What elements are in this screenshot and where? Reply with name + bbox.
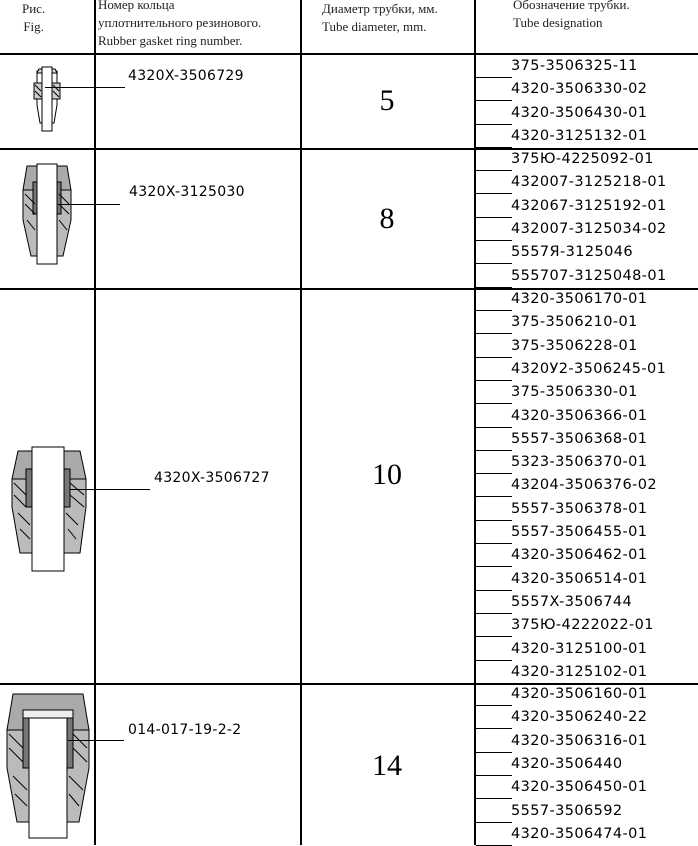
fitting-drawing-2 — [15, 160, 79, 266]
tube-designation: 432067-3125192-01 — [511, 197, 667, 214]
tube-leader-line — [476, 217, 512, 218]
tube-designation: 4320-3506170-01 — [511, 291, 648, 307]
ring-leader-1 — [45, 87, 125, 88]
tube-leader-line — [476, 473, 512, 474]
tube-leader-line — [476, 496, 512, 497]
tube-leader-line — [476, 263, 512, 264]
tube-leader-line — [476, 193, 512, 194]
tube-designation: 5557X-3506744 — [511, 593, 633, 610]
tube-leader-line — [476, 147, 512, 148]
tube-leader-line — [476, 520, 512, 521]
tube-leader-line — [476, 660, 512, 661]
tube-leader-line — [476, 77, 512, 78]
tube-leader-line — [476, 775, 512, 776]
tube-designation: 4320У2-3506245-01 — [511, 360, 667, 377]
tube-designation: 4320-3506316-01 — [511, 732, 648, 749]
header-designation — [513, 0, 630, 32]
ring-leader-2 — [58, 204, 120, 205]
diameter-2: 8 — [379, 202, 395, 235]
tube-designation: 4320-3506474-01 — [511, 825, 648, 842]
tube-leader-line — [476, 450, 512, 451]
tube-designation: 4320-3506366-01 — [511, 407, 648, 424]
tube-leader-line — [476, 287, 512, 288]
tube-designation: 4320-3125100-01 — [511, 640, 648, 657]
tube-designation: 5557-3506592 — [511, 802, 623, 819]
row-divider-header — [0, 53, 698, 55]
row-divider-3 — [0, 683, 698, 685]
tube-leader-line — [476, 683, 512, 684]
header-fig-en: Fig. — [23, 19, 44, 34]
tube-leader-line — [476, 310, 512, 311]
diameter-3: 10 — [372, 458, 402, 491]
tube-designation: 4320-3125132-01 — [511, 128, 648, 145]
header-designation-ru: Обозначение трубки. — [513, 0, 630, 12]
tube-designation: 375-3506210-01 — [511, 314, 638, 331]
column-divider-1 — [94, 0, 96, 845]
tube-leader-line — [476, 613, 512, 614]
diameter-1: 5 — [379, 84, 395, 117]
header-fig — [22, 0, 45, 36]
tube-leader-line — [476, 728, 512, 729]
header-diameter — [322, 0, 438, 36]
tube-leader-line — [476, 566, 512, 567]
tube-designation: 4320-3506462-01 — [511, 547, 648, 564]
tube-designation: 5557Я-3125046 — [511, 244, 633, 261]
tube-leader-line — [476, 752, 512, 753]
tube-leader-line — [476, 333, 512, 334]
row-divider-2 — [0, 288, 698, 290]
tube-designation: 5323-3506370-01 — [511, 454, 648, 471]
tube-designation: 375-3506330-01 — [511, 384, 638, 401]
tube-designation: 5557-3506455-01 — [511, 524, 648, 540]
tube-designation: 375-3506228-01 — [511, 337, 638, 354]
tube-leader-line — [476, 543, 512, 544]
tube-designation: 4320-3506440 — [511, 755, 623, 772]
row-divider-1 — [0, 148, 698, 150]
diameter-4: 14 — [372, 749, 402, 782]
column-divider-3 — [474, 0, 476, 845]
ring-number-3: 4320X-3506727 — [154, 470, 270, 486]
tube-designation: 4320-3506430-01 — [511, 104, 648, 121]
tube-designation: 4320-3506330-02 — [511, 81, 648, 98]
tube-leader-line — [476, 403, 512, 404]
tube-leader-line — [476, 705, 512, 706]
ring-leader-3 — [70, 489, 150, 490]
tube-designation: 43204-3506376-02 — [511, 477, 658, 494]
tube-designation: 4320-3506160-01 — [511, 686, 648, 702]
tube-leader-line — [476, 427, 512, 428]
tube-designation: 375Ю-4225092-01 — [511, 151, 654, 167]
header-diameter-en: Tube diameter, mm. — [322, 19, 427, 34]
tube-designation: 5557-3506368-01 — [511, 430, 648, 447]
tube-leader-line — [476, 798, 512, 799]
header-fig-ru: Рис. — [22, 1, 46, 16]
fitting-drawing-3 — [10, 443, 90, 573]
header-diameter-ru: Диаметр трубки, мм. — [322, 1, 438, 16]
tube-designation: 5557-3506378-01 — [511, 500, 648, 517]
tube-leader-line — [476, 240, 512, 241]
tube-leader-line — [476, 822, 512, 823]
tube-designation: 4320-3125102-01 — [511, 663, 648, 680]
ring-number-1: 4320X-3506729 — [128, 68, 244, 84]
tube-designation: 555707-3125048-01 — [511, 267, 667, 284]
ring-number-2: 4320X-3125030 — [129, 184, 245, 200]
tube-designation: 4320-3506514-01 — [511, 570, 648, 587]
ring-number-4: 014-017-19-2-2 — [128, 722, 242, 738]
tube-leader-line — [476, 124, 512, 125]
tube-designation: 375-3506325-11 — [511, 58, 638, 74]
tube-designation: 432007-3125034-02 — [511, 220, 667, 237]
tube-leader-line — [476, 380, 512, 381]
tube-designation: 4320-3506240-22 — [511, 709, 648, 726]
tube-leader-line — [476, 636, 512, 637]
fitting-drawing-1 — [25, 65, 69, 135]
header-ring-ru-2: уплотнительного резинового. — [98, 15, 262, 30]
tube-designation: 375Ю-4222022-01 — [511, 617, 654, 634]
tube-leader-line — [476, 590, 512, 591]
ring-leader-4 — [68, 740, 124, 741]
tube-leader-line — [476, 357, 512, 358]
tube-designation: 4320-3506450-01 — [511, 779, 648, 796]
column-divider-2 — [300, 0, 302, 845]
tube-designation: 432007-3125218-01 — [511, 174, 667, 191]
header-ring-ru-1: Номер кольца — [98, 0, 175, 12]
fitting-drawing-4 — [3, 688, 93, 840]
header-designation-en: Tube designation — [513, 15, 603, 30]
header-ring — [98, 0, 261, 50]
header-ring-en: Rubber gasket ring number. — [98, 33, 243, 48]
tube-leader-line — [476, 170, 512, 171]
tube-leader-line — [476, 100, 512, 101]
